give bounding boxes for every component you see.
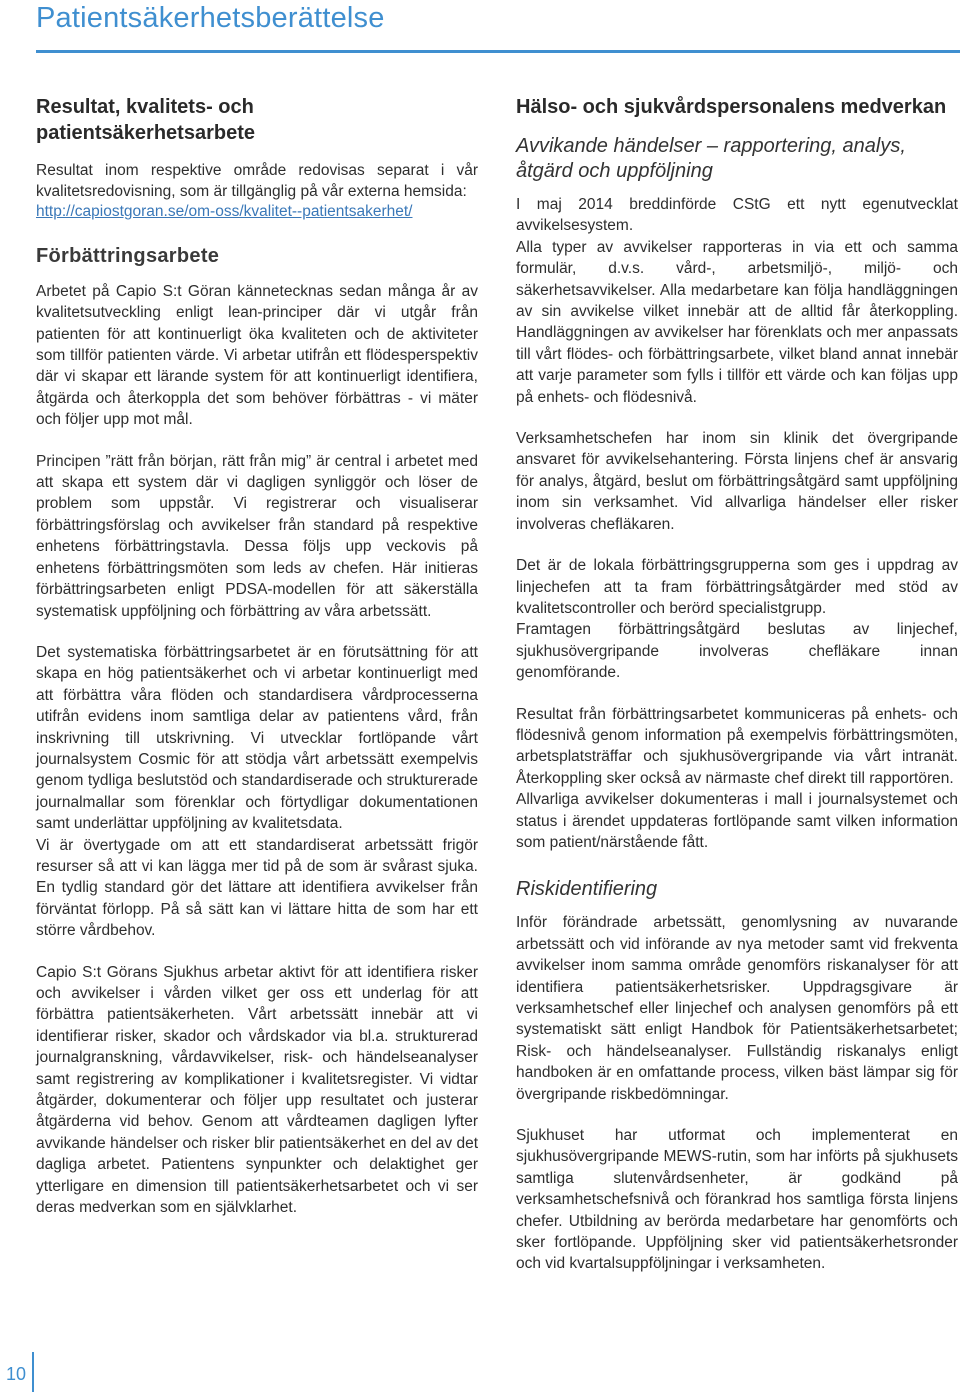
section-heading-results: Resultat, kvalitets- och patientsäkerhetsarbete xyxy=(36,96,255,144)
section-heading-staff: Hälso- och sjukvårdspersonalens medverkan xyxy=(516,96,947,118)
paragraph: Alla typer av avvikelser rapporteras in via ett och samma formulär, d.v.s. vård-, arbetsmiljö-, miljö- och säkerhetsavvikelser. Alla medarbetare kan följa handläggningen av sin avvikelse vilket innebär att de alltid får återkoppling. Handläggningen av avvikelser har förenklats och mer anpassats till vårt flödes- och förbättringsarbete, vilket bland annat innebär att varje parameter som fylls i tillför ett värde och kan följas upp på enhets- och flödesnivå. xyxy=(516,238,958,406)
paragraph: Sjukhuset har utformat och implementerat en sjukhusövergripande MEWS-rutin, som har införts på sjukhusets samtliga slutenvårdsenheter, är godkänd på verksamhetschefsnivå och förankrad hos samtliga första linjens chefer. Utbildning av berörda medarbetare har genomförts och sker fortlöpande. Uppföljning sker vid patientsäkerhetsronder och vid kvartalsuppföljningar i verksamheten. xyxy=(516,1127,958,1273)
subheading-improvement: Förbättringsarbete xyxy=(36,244,220,267)
subheading-deviations: Avvikande händelser – rapportering, analys, åtgärd och uppföljning xyxy=(516,135,906,182)
page-number xyxy=(4,1352,34,1392)
quality-link[interactable]: http://capiostgoran.se/om-oss/kvalitet--patientsakerhet/ xyxy=(36,202,413,220)
paragraph: Arbetet på Capio S:t Göran kännetecknas sedan många år av kvalitetsutveckling enligt lean-principer där vi utgår från patienten för att kontinuerligt öka kvaliteten och de aktiviteter som tillför patienten värde. Vi arbetar utifrån ett flödesperspektiv där vi skapar ett lärande system för att kontinuerligt identifiera, åtgärda och återkoppla det som behöver förbättras - vi mäter och följer upp mot mål. xyxy=(36,282,478,429)
intro-paragraph: Resultat inom respektive område redovisas separat i vår kvalitetsredovisning, som är tillgänglig på vår externa hemsida: xyxy=(36,162,478,201)
left-column xyxy=(36,94,478,1238)
paragraph: Vi är övertygade om att ett standardiserat arbetssätt frigör resurser så att vi kan lägga mer tid på de som är svårast sjuka. En tydlig standard gör det lättare att identifiera avvikelser från förväntat förlopp. På så sätt kan vi lättare hitta de som har ett större vårdbehov. xyxy=(36,836,478,940)
paragraph: Det är de lokala förbättringsgrupperna som ges i uppdrag av linjechefen att ta fram förbättringsåtgärder med stöd av kvalitetscontroller och berörd specialistgrupp. xyxy=(516,557,958,617)
paragraph: Principen ”rätt från början, rätt från mig” är central i arbetet med att skapa ett system där vi dagligen synliggör och löser de problem som uppstår. Vi registrerar och visualiserar förbättringsförslag och avvikelser från standard på respektive enhetens förbättringstavla. Dessa följs upp veckovis på enhetens förbättringsmöten som leds av chefen. Här initieras förbättringsarbeten enligt PDSA-modellen för att säkerställa systematisk uppföljning och förbättring av våra arbetssätt. xyxy=(36,452,478,620)
page-title: Patientsäkerhetsberättelse xyxy=(36,2,385,34)
paragraph: I maj 2014 breddinförde CStG ett nytt egenutvecklat avvikelsesystem. xyxy=(516,196,958,235)
paragraph: Det systematiska förbättringsarbetet är en förutsättning för att skapa en hög patientsäkerhet och vi arbetar kontinuerligt med att förbättra våra flöden och standardisera vårdprocesserna utifrån evidens inom samtliga delar av patientens vård, från inskrivning till utskrivning. Vi utvecklar fortlöpande vårt journalsystem Cosmic för att stödja vårt arbetssätt exempelvis genom tydliga beslutstöd och standardiserade och strukturerade journalmallar som förenklar och förtydligar dokumentationen samt underlättar uppföljning av kvalitetsdata. xyxy=(36,643,478,833)
paragraph: Allvarliga avvikelser dokumenteras i mall i journalsystemet och status i ärendet uppdateras fortlöpande samt vilken information som patient/närstående fått. xyxy=(516,791,958,851)
page-number-label: 10 xyxy=(6,1364,27,1384)
paragraph: Capio S:t Görans Sjukhus arbetar aktivt för att identifiera risker och avvikelser i vården vilket ger oss ett underlag för att förbättra patientsäkerheten. Vårt arbetssätt innebär att vi identifierar risker, skador och vårdskador via bl.a. strukturerad journalgranskning, vårdavvikelser, risk- och händelseanalyser samt registrering av komplikationer i kvalitetsregister. Vi vidtar åtgärder, dokumenterar och följer upp resultatet och justerar åtgärderna vid behov. Genom att vårdteamen dagligen lyfter avvikande händelser och risker blir patientsäkerhet en del av det dagliga arbetet. Patientens synpunkter och delaktighet ger ytterligare en dimension till patientsäkerhetsarbetet och vi ser deras medverkan som en självklarhet. xyxy=(36,963,479,1217)
subheading-risk-identification: Riskidentifiering xyxy=(516,878,658,901)
title-rule xyxy=(36,50,960,53)
paragraph: Resultat från förbättringsarbetet kommuniceras på enhets- och flödesnivå genom information på exempelvis förbättringsmöten, arbetsplatsträffar och sjukhusövergripande via vårt intranät. Återkoppling sker också av närmaste chef direkt till rapportören. xyxy=(516,705,958,787)
paragraph: Inför förändrade arbetssätt, genomlysning av nuvarande arbetssätt och vid införande av nya metoder samt vid frekventa avvikelser inom samma område genomförs riskanalyser för att identifiera patientsäkerhetsrisker. Uppdragsgivare är verksamhetschef eller linjechef och analysen genomförs på ett systematiskt sätt enligt Handbok för Patientsäkerhetsarbetet; Risk- och händelseanalyser. Fullständig riskanalys enligt handboken är en omfattande process, vilken bäst lämpar sig för övergripande riskbedömningar. xyxy=(516,914,958,1103)
paragraph: Verksamhetschefen har inom sin klinik det övergripande ansvaret för avvikelsehantering. Första linjens chef är ansvarig för analys, åtgärd, beslut om förbättringsåtgärd samt uppföljning inom sin verksamhet. Vid allvarliga händelser eller risker involveras chefläkaren. xyxy=(516,430,958,533)
right-column xyxy=(516,94,958,1295)
paragraph: Framtagen förbättringsåtgärd beslutas av linjechef, sjukhusövergripande involveras chefläkare innan genomförande. xyxy=(516,621,958,682)
